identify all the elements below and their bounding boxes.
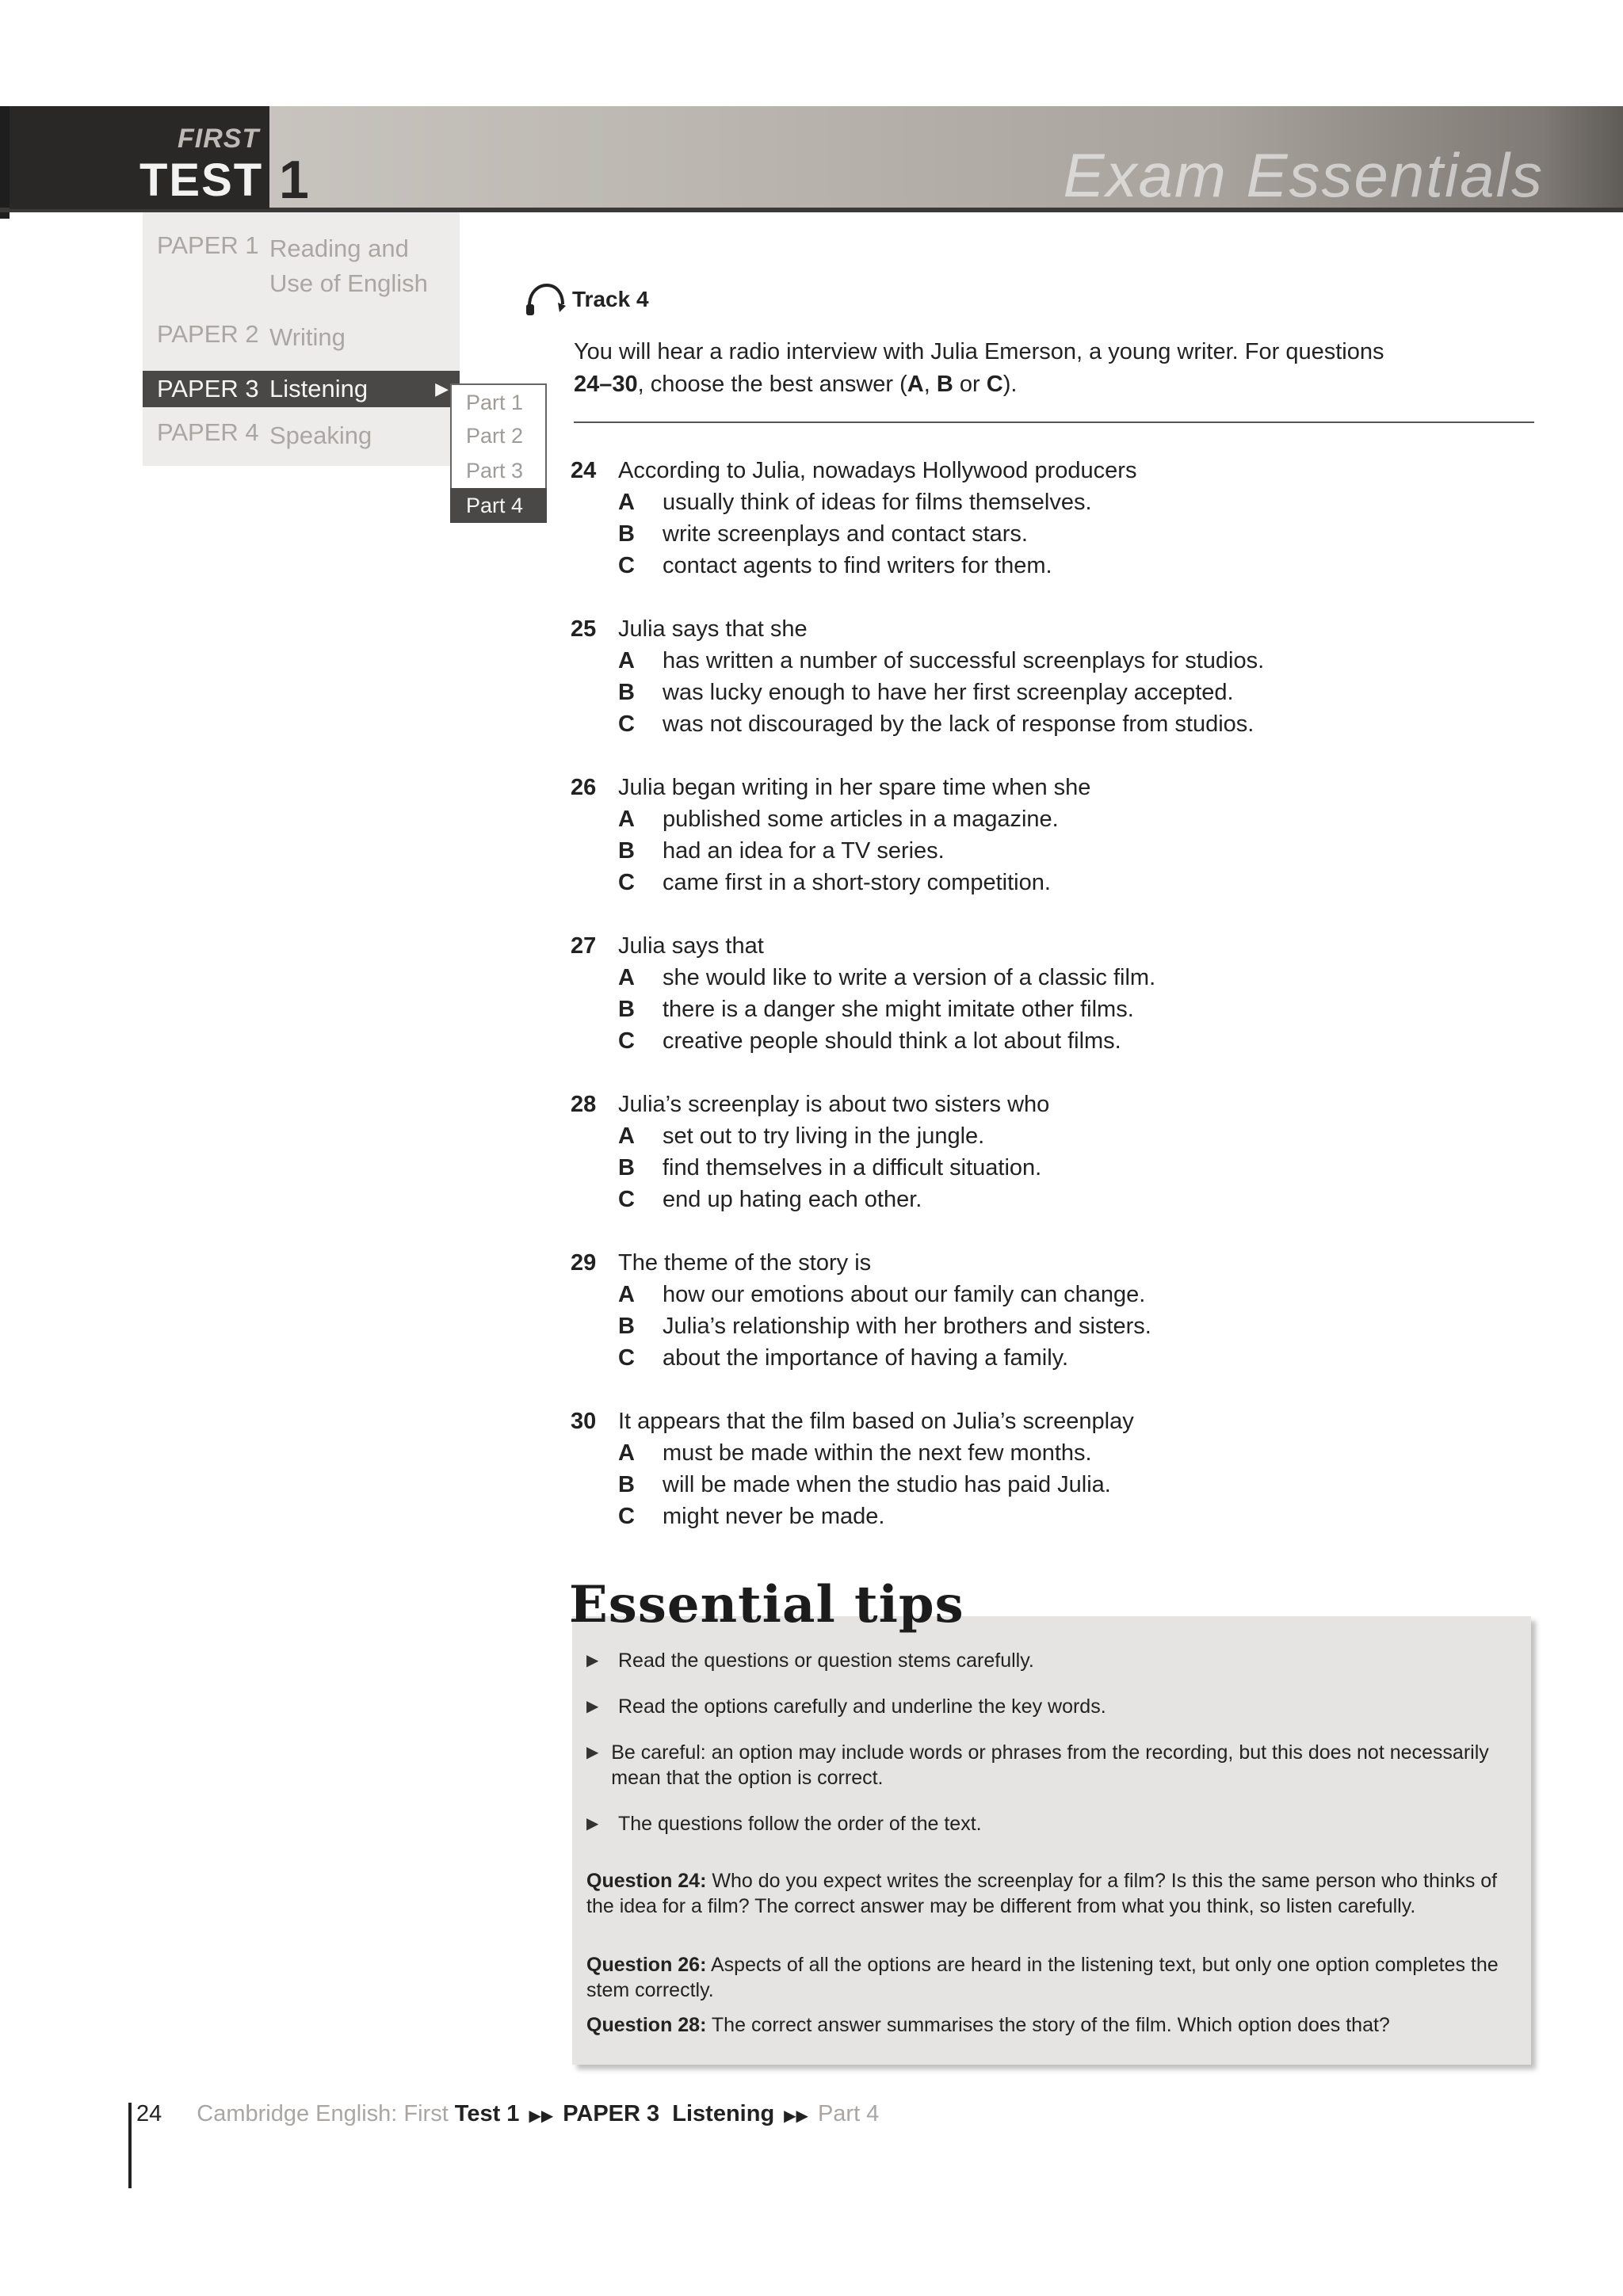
option-text: she would like to write a version of a classic film. (663, 965, 1156, 990)
question-tip (586, 1868, 1522, 1919)
option-letter: C (618, 553, 635, 578)
question-24 (571, 455, 1537, 582)
tip-item (586, 1811, 1514, 1836)
option-letter: B (618, 1155, 635, 1180)
nav-item-paper-2[interactable] (157, 320, 346, 355)
question-number: 27 (571, 933, 597, 959)
question-range: 24–30 (574, 372, 638, 397)
option-b (571, 1469, 1537, 1501)
nav-item-paper-4[interactable] (157, 418, 372, 453)
double-arrow-icon: ▶▶ (784, 2107, 808, 2125)
option-letter: C (618, 1028, 635, 1054)
option-a (571, 803, 1537, 835)
track-label: Track 4 (572, 287, 649, 311)
instructions-text: , choose the best answer ( (637, 372, 907, 397)
part-tab-4[interactable]: Part 4 (450, 488, 547, 523)
question-stem: Julia says that she (618, 616, 808, 642)
option-text: how our emotions about our family can change. (663, 1282, 1146, 1307)
question-number: 28 (571, 1092, 597, 1117)
question-30 (571, 1405, 1537, 1532)
question-number: 29 (571, 1250, 597, 1276)
option-letter: A (618, 807, 635, 832)
nav-paper-label: PAPER 3 (157, 375, 259, 402)
test-number: 1 (279, 150, 309, 210)
option-a-label: A (907, 372, 924, 397)
headphones-icon (523, 282, 567, 317)
option-b-label: B (936, 372, 953, 397)
tip-item (586, 1694, 1514, 1719)
part-tab-3[interactable]: Part 3 (450, 453, 547, 488)
option-text: must be made within the next few months. (663, 1440, 1092, 1466)
option-text: has written a number of successful screenplays for studios. (663, 648, 1265, 673)
option-c (571, 1025, 1537, 1057)
option-text: find themselves in a difficult situation. (663, 1155, 1042, 1180)
question-tip-label: Question 24: (586, 1870, 707, 1892)
question-27 (571, 930, 1537, 1057)
question-tip (586, 2012, 1522, 2038)
option-text: came first in a short-story competition. (663, 870, 1051, 895)
option-letter: A (618, 1123, 635, 1149)
option-c (571, 1501, 1537, 1532)
tips-box (572, 1616, 1531, 2065)
footer-paper-name: Listening (672, 2101, 775, 2126)
footer-paper: PAPER 3 (563, 2101, 660, 2126)
option-text: was not discouraged by the lack of response from studios. (663, 711, 1254, 737)
test-label: TEST (139, 154, 264, 206)
question-tip (586, 1952, 1522, 2003)
question-number: 30 (571, 1409, 597, 1434)
question-29 (571, 1247, 1537, 1374)
nav-paper-name: Speaking (269, 421, 372, 449)
question-tip-text: Who do you expect writes the screenplay for a film? Is this the same person who thinks of the idea for a film? The correct answer may be different from what you think, so listen carefully. (586, 1870, 1498, 1917)
nav-paper-label: PAPER 4 (157, 418, 259, 446)
nav-arrow-icon: ▶ (435, 379, 449, 399)
option-text: will be made when the studio has paid Julia. (663, 1472, 1111, 1497)
option-letter: C (618, 870, 635, 895)
nav-paper-name: Listening (269, 375, 369, 402)
option-text: published some articles in a magazine. (663, 807, 1059, 832)
bullet-arrow-icon: ▶ (586, 1698, 599, 1715)
tip-text: Read the options carefully and underline the key words. (618, 1695, 1106, 1718)
part-nav (450, 383, 547, 523)
nav-paper-name: Writing (269, 323, 346, 351)
option-a (571, 645, 1537, 677)
option-letter: C (618, 711, 635, 737)
option-text: there is a danger she might imitate other films. (663, 997, 1134, 1022)
question-28 (571, 1089, 1537, 1215)
option-c (571, 1184, 1537, 1215)
track-heading (523, 282, 649, 317)
footer-part: Part 4 (817, 2101, 880, 2126)
footer-test: Test 1 (454, 2101, 520, 2126)
part-tab-2[interactable]: Part 2 (450, 418, 547, 453)
option-c (571, 708, 1537, 740)
divider (574, 421, 1534, 423)
option-letter: C (618, 1345, 635, 1371)
option-letter: B (618, 997, 635, 1022)
option-text: creative people should think a lot about films. (663, 1028, 1121, 1054)
question-stem: It appears that the film based on Julia’s screenplay (618, 1409, 1134, 1434)
option-letter: A (618, 1440, 635, 1466)
option-text: usually think of ideas for films themselves. (663, 490, 1092, 515)
option-a (571, 1120, 1537, 1152)
tip-item (586, 1740, 1514, 1791)
option-letter: B (618, 838, 635, 864)
option-letter: B (618, 680, 635, 705)
instructions-text: , (923, 372, 937, 397)
option-text: end up hating each other. (663, 1187, 922, 1212)
option-b (571, 1310, 1537, 1342)
tip-text: Read the questions or question stems carefully. (618, 1650, 1034, 1672)
section-title: Exam Essentials (1063, 140, 1544, 210)
question-26 (571, 772, 1537, 898)
tip-text: Be careful: an option may include words or phrases from the recording, but this does not necessarily mean that the option is correct. (611, 1741, 1489, 1789)
option-letter: A (618, 965, 635, 990)
option-a (571, 962, 1537, 994)
footer-book-title: Cambridge English: First (197, 2101, 449, 2126)
option-text: about the importance of having a family. (663, 1345, 1069, 1371)
bullet-arrow-icon: ▶ (586, 1815, 599, 1833)
question-tip-text: Aspects of all the options are heard in the listening text, but only one option completes the stem correctly. (586, 1954, 1499, 2001)
question-stem: Julia’s screenplay is about two sisters who (618, 1092, 1050, 1117)
question-stem: Julia says that (618, 933, 764, 959)
option-letter: A (618, 490, 635, 515)
tip-item (586, 1648, 1514, 1673)
option-c-label: C (986, 372, 1003, 397)
footer (136, 2101, 879, 2127)
option-b (571, 677, 1537, 708)
option-c (571, 550, 1537, 582)
nav-item-paper-3[interactable] (143, 371, 460, 407)
option-letter: C (618, 1504, 635, 1529)
question-stem: The theme of the story is (618, 1250, 872, 1276)
option-text: might never be made. (663, 1504, 885, 1529)
instructions (574, 336, 1534, 401)
question-stem: According to Julia, nowadays Hollywood producers (618, 458, 1137, 483)
option-letter: B (618, 1472, 635, 1497)
double-arrow-icon: ▶▶ (529, 2107, 554, 2125)
question-tip-label: Question 26: (586, 1954, 707, 1976)
nav-paper-label: PAPER 1 (157, 231, 259, 259)
nav-paper-name-line2: Use of English (269, 269, 428, 297)
banner-edge (0, 106, 10, 219)
part-tab-1[interactable]: Part 1 (450, 383, 547, 418)
question-number: 25 (571, 616, 597, 642)
first-label: FIRST (178, 124, 260, 154)
nav-paper-name-line1: Reading and (269, 235, 409, 262)
question-tip-text: The correct answer summarises the story of the film. Which option does that? (706, 2014, 1390, 2036)
option-b (571, 835, 1537, 867)
question-25 (571, 613, 1537, 740)
option-text: set out to try living in the jungle. (663, 1123, 985, 1149)
test-block (10, 106, 269, 209)
bullet-arrow-icon: ▶ (586, 1652, 599, 1669)
option-b (571, 1152, 1537, 1184)
option-text: write screenplays and contact stars. (663, 521, 1028, 547)
tip-text: The questions follow the order of the text. (618, 1813, 982, 1835)
footer-rule (128, 2103, 132, 2188)
option-text: was lucky enough to have her first screenplay accepted. (663, 680, 1234, 705)
option-text: contact agents to find writers for them. (663, 553, 1052, 578)
question-number: 26 (571, 775, 597, 800)
paper-nav (143, 212, 460, 466)
option-a (571, 486, 1537, 518)
bullet-arrow-icon: ▶ (586, 1744, 599, 1761)
question-list (571, 455, 1537, 1564)
instructions-text: ). (1002, 372, 1018, 397)
instructions-text: or (953, 372, 987, 397)
option-b (571, 994, 1537, 1025)
option-letter: A (618, 648, 635, 673)
option-letter: C (618, 1187, 635, 1212)
option-a (571, 1279, 1537, 1310)
question-tip-label: Question 28: (586, 2014, 707, 2036)
option-b (571, 518, 1537, 550)
option-letter: A (618, 1282, 635, 1307)
page-number: 24 (136, 2101, 162, 2126)
tips-title: Essential tips (569, 1575, 964, 1634)
instructions-text: You will hear a radio interview with Julia Emerson, a young writer. For questions (574, 339, 1384, 364)
option-letter: B (618, 521, 635, 547)
option-text: had an idea for a TV series. (663, 838, 945, 864)
option-text: Julia’s relationship with her brothers and sisters. (663, 1314, 1151, 1339)
question-stem: Julia began writing in her spare time when she (618, 775, 1091, 800)
nav-paper-label: PAPER 2 (157, 320, 259, 348)
option-c (571, 867, 1537, 898)
question-number: 24 (571, 458, 597, 483)
option-a (571, 1437, 1537, 1469)
option-c (571, 1342, 1537, 1374)
option-letter: B (618, 1314, 635, 1339)
nav-item-paper-1[interactable] (157, 231, 428, 301)
